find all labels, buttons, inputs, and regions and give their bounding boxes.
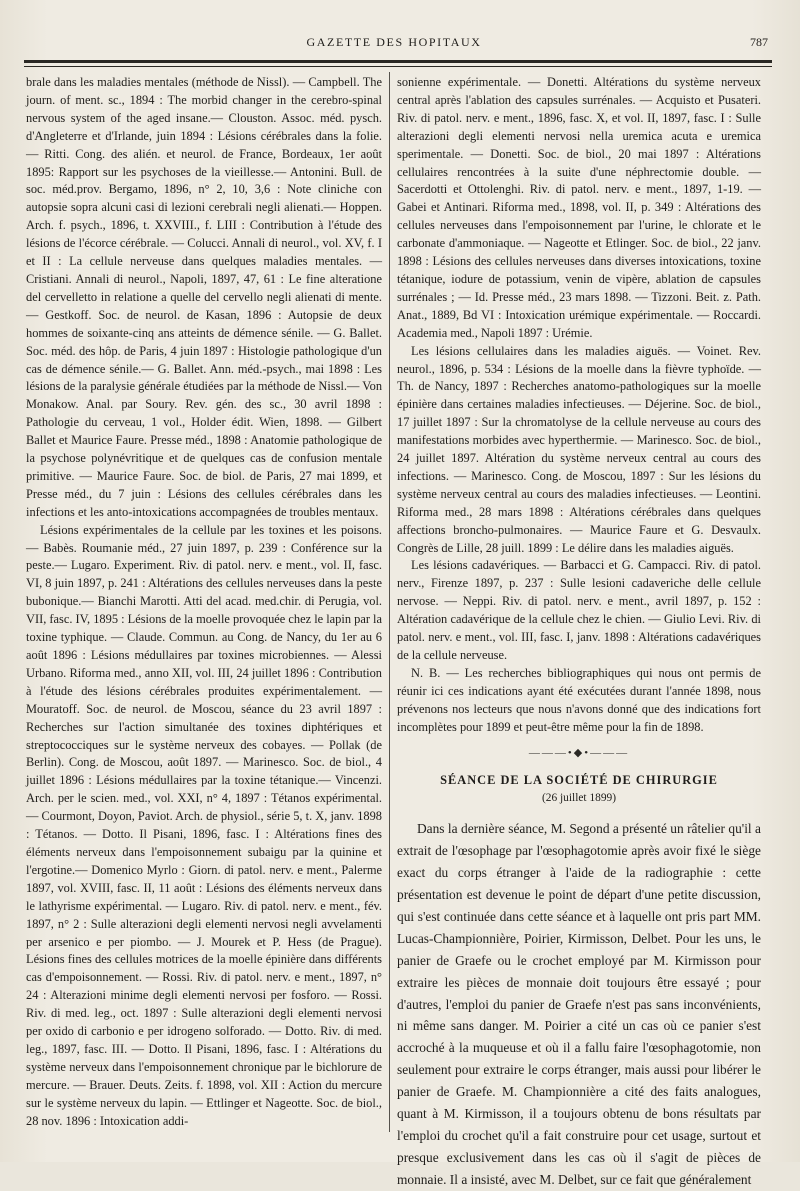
bibliography-paragraph: brale dans les maladies mentales (méthode de Nissl). — Campbell. The journ. of ment. sc., 1894 : The morbid changer in the cerebro-spinal nervous system of the aged insane.— Clouston. Assoc. méd. pysch. d'Angleterre et d'Irlande, juin 1894 : Lésions cérébrales dans la folie. — Ritti. Cong. des alién. et neurol. de France, Bordeaux, 1er août 1895: Rapport sur les psychoses de la vieillesse.— Antonini. Bull. de soc. méd.prov. Bergamo, 1896, n° 2, 10, 3,6 : Note cliniche con autopsie sopra alcuni casi di lezioni cerebrali negli alienati.— Hoppen. Arch. f. psych., 1896, t. XXVIII., f. LIII : Contribution à l'étude des lésions de l'écorce cérébrale. — Colucci. Annali di neurol., vol. XV, f. I et II : La cellule nerveuse dans quelques maladies mentales. — Cristiani. Annali di neurol., Napoli, 1897, 47, 61 : Le fine alteratione del cervelletto in relatione a quelle del cervello negli alienati di mente. — Gestkoff. Soc. de neurol. de Kasan, 1896 : Autopsie de deux hommes de soixante-cinq ans atteints de démence sénile. — G. Ballet. Soc. méd. des hôp. de Paris, 4 juin 1897 : Histologie pathologique d'un cas de démence sénile.— G. Ballet. Ann. méd.-psych., mai 1898 : Les lésions de la paralysie générale étudiées par la méthode de Nissl.— Von Monakow. Anal. par Soury. Rev. gén. des sc., 30 avril 1898 : Pathologie du cerveau, 1 vol., Holder édit. Wien, 1898. — Gilbert Ballet et Maurice Faure. Presse méd., 1898 : Anatomie pathologique de la psychose polynévritique et de quelques cas de confusion mentale primitive. — Maurice Faure. Soc. de biol. de Paris, 27 mai 1899, et Presse méd., du 7 juin : Lésions des cellules cérébrales dans les infections et les anto-intoxications accompagnées de troubles mentaux. [26,75,383,519]
nota-bene-paragraph: N. B. — Les recherches bibliographiques qui nous ont permis de réunir ici ces indications ayant été exécutées durant l'année 1898, nous prévenons nos lecteurs que nous n'avons donné que des indications fort incomplètes pour 1899 et peut-être même pour la fin de 1898. [397,665,761,734]
bibliography-paragraph: Lésions expérimentales de la cellule par les toxines et les poisons. — Babès. Roumanie méd., 27 juin 1897, p. 239 : Conférence sur la peste.— Lugaro. Experiment. Riv. di patol. nerv. e ment., vol. II, fasc. VI, 8 juin 1897, p. 241 : Altérations des cellules nerveuses dans la peste bubonique.— Bianchi Marotti. Atti del acad. med.chir. di Perugia, vol. VII, fasc. IV, 1895 : Lésions de la moelle provoquée chez le lapin par la toxine typhique. — Claude. Commun. au Cong. de Nancy, du 1er au 6 août 1896 : Lésions médullaires par toxines microbiennes. — Alessi Urbano. Riforma med., anno XII, vol. III, 24 juillet 1896 : Contribution à l'étude des lésions cérébrales produites expérimentalement. — Mouratoff. Soc. de neurol. de Moscou, séance du 23 avril 1897 : Recherches sur l'action simultanée des toxines diphtériques et streptococciques sur le système nerveux des cobayes. — Pollak (de Berlin). Cong. de Moscou, août 1897. — Marinesco. Soc. de biol., 4 juillet 1896 : Lésions médullaires par la toxine tétanique.— Vincenzi. Arch. per le scien. med., vol. XXI, n° 4, 1897 : Tétanos expérimental. — Courmont, Doyon, Paviot. Arch. de physiol., série 5, t. X, janv. 1898 : Tétanos. — Dotto. Il Pisani, 1896, fasc. I : Altérations fines des éléments nerveux dans l'empoisonnement subaigu par la quinine et l'ergotine.— Domenico Myrlo : Giorn. di patol. nerv. e ment., Palerme 1897, vol. XVIII, fasc. II, 11 août : Lésions des éléments nerveux dans le lathyrisme expérimental. — Lugaro. Riv. di patol. nerv. e ment., fév. 1897, n° 2 : Sulle alterazioni degli elementi nervosi negli avvelamenti per arsenico e per piombo. — J. Mourek et P. Hess (de Prague). Lésions fines des cellules motrices de la moelle épinière dans différents cas d'empoisonnement. — Rossi. Riv. di patol. nerv. e ment., 1897, n° 24 : Alterazioni minime degli elementi nervosi per fosforo. — Rossi. Riv. di med. leg., oct. 1897 : Sulle alterazioni degli elementi nervosi per oxido di carbonio e per idrogeno solforado. — Dotto. Riv. di med. leg., 1897, fasc. III. — Dotto. Il Pisani, 1896, fasc. I : Altérations du système nerveux dans l'empoisonnement chronique par le bichlorure de mercure. — Brauer. Deuts. Zeits. f. 1898, vol. XII : Action du mercure sur le système nerveux du lapin. — Ettlinger et Nageotte. Soc. de biol., 28 nov. 1896 : Intoxication addi- [26,522,382,1128]
section-date: (26 juillet 1899) [541,792,617,805]
seance-paragraph: Dans la dernière séance, M. Segond a présenté un râtelier qu'il a extrait de l'œsophage par l'œsophagotomie après avoir fixé le siège exact du corps étranger à l'aide de la radiographie : cette présentation est devenue le point de départ d'une petite discussion, qui s'est continuée dans cette séance et à laquelle ont pris part MM. Lucas-Championnière, Poirier, Kirmisson, Delbet. Pour les uns, le panier de Graefe ou le crochet employé par M. Kirmisson pour extraire les pièces de monnaie doit toujours être essayé ; pour d'autres, l'emploi du panier de Graefe n'est pas sans inconvénients, ni même sans danger. M. Poirier a cité un cas où ce panier s'est accroché à la muqueuse et où il a fallu faire l'œsophagotomie, non seulement pour extraire le corps étranger, mais aussi pour libérer le panier de Graefe. M. Championnière a cité des faits analogues, quant à M. Kirmisson, il a toujours obtenu de bons résultats par l'emploi du crochet qu'il a fait construire pour cet usage, surtout et presque exclusivement dans les cas où il s'agit de pièces de monnaie. Il a insisté, avec M. Delbet, sur ce fait que généralement [397,821,761,1187]
section-ornament: ———•◆•——— [528,746,630,759]
bibliography-paragraph: Les lésions cellulaires dans les maladies aiguës. — Voinet. Rev. neurol., 1896, p. 534 : Lésions de la moelle dans la fièvre typhoïde. — Th. de Nancy, 1897 : Recherches anatomo-pathologiques sur la moelle épinière dans certaines maladies infectieuses. — Déjerine. Soc. de biol., 17 juillet 1897 : Sur la chromatolyse de la cellule nerveuse au cours des manifestations morbides avec hyperthermie. — Marinesco. Soc. de biol., 24 juillet 1897. Altération du système nerveux central au cours des infections. — Marinesco. Cong. de Moscou, 1897 : Sur les lésions du système nerveux central au cours des maladies infectieuses. — Leontini. Riforma med., 28 mars 1898 : Altérations cérébrales dans quelques affections broncho-pulmonaires. — Maurice Faure et G. Desvaulx. Congrès de Lille, 28 juill. 1899 : Le délire dans les maladies aiguës. [397,343,761,555]
column-divider [389,72,390,1132]
header-rule-thick [24,60,772,63]
page-number: 787 [750,35,768,49]
seance-report [397,818,761,1190]
bibliography-paragraph: Les lésions cadavériques. — Barbacci et G. Campacci. Riv. di patol. nerv., Firenze 1897, p. 237 : Sulle lesioni cadaveriche delle cellule nervose. — Neppi. Riv. di patol. nerv. e ment., avril 1897, p. 152 : Altération cadavérique de la cellule chez le chien. — Giulio Levi. Riv. di patol. nerv. e ment., vol. III, fasc. I, janv. 1898 : Altérations cadavériques de la cellule nerveuse. [397,558,761,662]
journal-title: GAZETTE DES HOPITAUX [306,35,482,49]
running-header [20,30,768,52]
header-rule-thin [24,66,772,67]
section-title: SÉANCE DE LA SOCIÉTÉ DE CHIRURGIE [440,773,718,788]
bibliography-paragraph: sonienne expérimentale. — Donetti. Altérations du système nerveux central après l'ablation des capsules surrénales. — Acquisto et Pusateri. Riv. di patol. nerv. e ment., 1896, fasc. X, et vol. II, 1897, fasc. I : Sulle alterazioni degli elementi nervosi nella uremica acuta e uremica sperimentale. — Donetti. Soc. de biol., 20 mai 1897 : Altérations cellulaires rencontrées à la suite d'une néphrectomie double. — Sacerdotti et Ottolenghi. Riv. di patol. nerv. e ment., 1897, 1-19. — Gabei et Antinari. Riforma med., 1898, vol. II, p. 349 : Altérations des cellules nerveuses dans l'empoisonnement par l'urine, le chlorate et le carbonate d'ammoniaque. — Nageotte et Etlinger. Soc. de biol., 22 janv. 1898 : Lésions des cellules nerveuses dans diverses intoxications, toxine tétanique, iodure de potassium, venin de vipère, ablation de capsules surrénales ; — Id. Presse méd., 23 mars 1898. — Tizzoni. Beit. z. Path. Anat., 1889, Bd VI : Intoxication urémique expérimentale. — Roccardi. Academia med., Napoli 1897 : Urémie. [397,75,761,340]
right-column [397,74,761,1191]
left-column [26,74,382,1130]
